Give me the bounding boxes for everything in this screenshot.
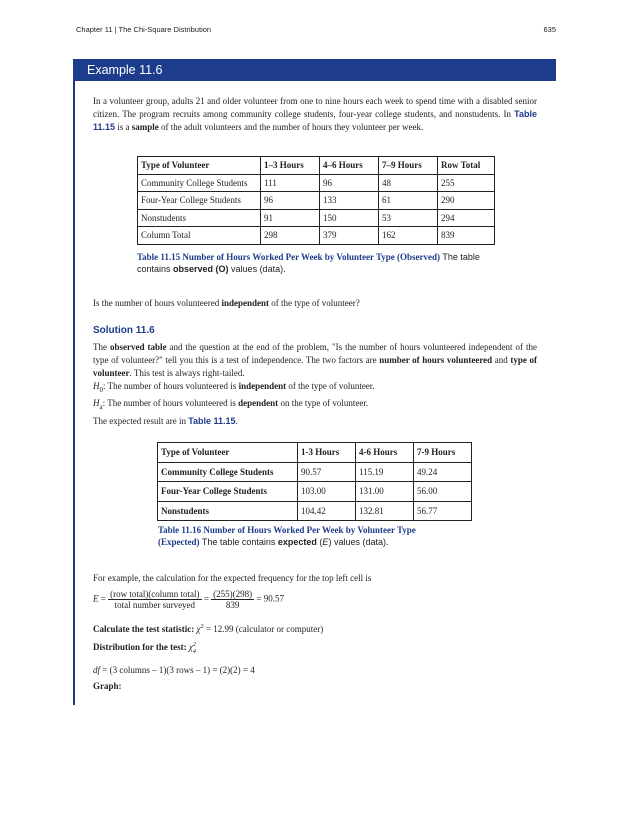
table-row: Column Total 298 379 162 839: [138, 227, 495, 245]
table-row: Nonstudents 104.42 132.81 56.77: [158, 501, 472, 521]
example-side-rule: [73, 60, 75, 705]
table-reference-link[interactable]: Table 11.15: [93, 109, 537, 132]
alternative-hypothesis: $H_a$: The number of hours volunteered is dependent on the type of volunteer.: [93, 398, 369, 411]
table-row: Four-Year College Students 96 133 61 290: [138, 192, 495, 210]
test-statistic-line: Calculate the test statistic: $\chi^2 = 12.99$ (calculator or computer): [93, 623, 324, 634]
intro-paragraph: In a volunteer group, adults 21 and older volunteer from one to nine hours each week to spend time with a disabled senior citizen. The program recruits among community college students, four-year college students, and nonstudents. In Table 11.15 is a sample of the adult volunteers and the number of hours they volunteer per week.: [93, 96, 537, 132]
example-calculation-line: For example, the calculation for the expected frequency for the top left cell is: [93, 573, 372, 583]
table-header-row: Type of Volunteer 1–3 Hours 4–6 Hours 7–9 Hours Row Total: [138, 157, 495, 175]
null-hypothesis: $H_0$: The number of hours volunteered is independent of the type of volunteer.: [93, 381, 375, 394]
table-reference-link[interactable]: Table 11.15: [188, 416, 236, 426]
expected-table: [157, 442, 472, 521]
table-row: Community College Students 111 96 48 255: [138, 174, 495, 192]
expected-frequency-formula: E = $\frac{\text{(row total)(column total)}}{\text{total number surveyed}}$ = $\frac{(255)(298)}{839}$ = 90.57: [93, 589, 284, 610]
table-row: Four-Year College Students 103.00 131.00 56.00: [158, 482, 472, 502]
table-header-row: Type of Volunteer 1-3 Hours 4-6 Hours 7-9 Hours: [158, 443, 472, 463]
solution-heading: Solution 11.6: [93, 325, 155, 336]
solution-paragraph: The observed table and the question at the end of the problem, "Is the number of hours volunteered independent of the type of volunteer?" tell you this is a test of independence. The two factors are number of hours volunteered and type of volunteer. This test is always right-tailed.: [93, 342, 537, 378]
table-11-16-caption: Table 11.16 Number of Hours Worked Per Week by Volunteer Type (Expected) The table contains expected (E) values (data).: [158, 525, 416, 547]
distribution-line: Distribution for the test: χ 2 4: [93, 641, 197, 655]
question-line: Is the number of hours volunteered independent of the type of volunteer?: [93, 298, 360, 308]
running-header-chapter: Chapter 11 | The Chi-Square Distribution: [76, 25, 212, 34]
table-11-15-caption: Table 11.15 Number of Hours Worked Per Week by Volunteer Type (Observed) The table contains observed (O) values (data).: [137, 252, 480, 274]
table-row: Community College Students 90.57 115.19 49.24: [158, 462, 472, 482]
graph-label: Graph:: [93, 681, 122, 691]
expected-result-line: The expected result are in Table 11.15.: [93, 416, 238, 426]
example-banner: Example 11.6: [73, 59, 556, 81]
degrees-of-freedom-line: df = (3 columns – 1)(3 rows – 1) = (2)(2) = 4: [93, 665, 255, 675]
observed-table: [137, 156, 495, 245]
table-row: Nonstudents 91 150 53 294: [138, 209, 495, 227]
page-number: 635: [543, 25, 556, 34]
